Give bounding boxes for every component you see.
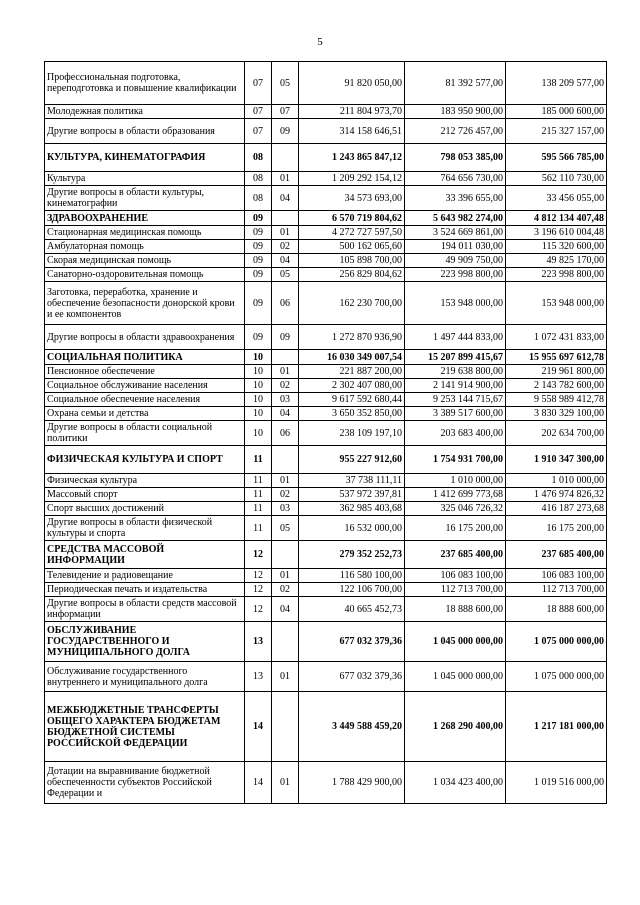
row-name-cell: Другие вопросы в области физической культуры и спорта	[45, 516, 245, 541]
table-row	[45, 144, 607, 172]
row-amount-1-cell: 1 243 865 847,12	[299, 144, 405, 172]
table-row	[45, 62, 607, 105]
row-amount-2-cell: 1 010 000,00	[405, 474, 506, 488]
row-amount-1-cell: 1 209 292 154,12	[299, 172, 405, 186]
row-subsection-code-cell: 04	[272, 407, 299, 421]
row-name-cell: Заготовка, переработка, хранение и обеспечение безопасности донорской крови и ее компонентов	[45, 282, 245, 325]
row-amount-1-cell: 105 898 700,00	[299, 254, 405, 268]
row-amount-2-cell: 203 683 400,00	[405, 421, 506, 446]
row-amount-1-cell: 677 032 379,36	[299, 662, 405, 692]
row-amount-2-cell: 18 888 600,00	[405, 597, 506, 622]
row-subsection-code-cell: 06	[272, 282, 299, 325]
row-amount-3-cell: 49 825 170,00	[506, 254, 607, 268]
table-row	[45, 541, 607, 569]
row-section-code-cell: 11	[245, 474, 272, 488]
row-amount-1-cell: 537 972 397,81	[299, 488, 405, 502]
row-subsection-code-cell: 05	[272, 62, 299, 105]
row-section-code-cell: 11	[245, 446, 272, 474]
row-amount-3-cell: 3 830 329 100,00	[506, 407, 607, 421]
row-amount-2-cell: 1 034 423 400,00	[405, 762, 506, 804]
row-name-cell: Профессиональная подготовка, переподготовка и повышение квалификации	[45, 62, 245, 105]
row-section-code-cell: 11	[245, 502, 272, 516]
row-amount-2-cell: 212 726 457,00	[405, 119, 506, 144]
row-amount-3-cell: 16 175 200,00	[506, 516, 607, 541]
row-name-cell: Другие вопросы в области культуры, кинематографии	[45, 186, 245, 211]
row-amount-3-cell: 106 083 100,00	[506, 569, 607, 583]
table-row	[45, 488, 607, 502]
row-section-code-cell: 10	[245, 393, 272, 407]
row-subsection-code-cell	[272, 692, 299, 762]
row-amount-2-cell: 3 524 669 861,00	[405, 226, 506, 240]
row-amount-1-cell: 955 227 912,60	[299, 446, 405, 474]
table-row	[45, 583, 607, 597]
table-row	[45, 365, 607, 379]
row-name-cell: Культура	[45, 172, 245, 186]
row-amount-2-cell: 1 045 000 000,00	[405, 622, 506, 662]
row-amount-1-cell: 4 272 727 597,50	[299, 226, 405, 240]
row-name-cell: Спорт высших достижений	[45, 502, 245, 516]
row-name-cell: Дотации на выравнивание бюджетной обеспеченности субъектов Российской Федерации и	[45, 762, 245, 804]
table-row	[45, 662, 607, 692]
row-subsection-code-cell: 05	[272, 268, 299, 282]
table-row	[45, 393, 607, 407]
row-name-cell: СОЦИАЛЬНАЯ ПОЛИТИКА	[45, 350, 245, 365]
row-amount-2-cell: 15 207 899 415,67	[405, 350, 506, 365]
row-name-cell: ОБСЛУЖИВАНИЕ ГОСУДАРСТВЕННОГО И МУНИЦИПАЛЬНОГО ДОЛГА	[45, 622, 245, 662]
row-amount-3-cell: 562 110 730,00	[506, 172, 607, 186]
row-name-cell: Другие вопросы в области социальной политики	[45, 421, 245, 446]
row-subsection-code-cell	[272, 144, 299, 172]
table-row	[45, 597, 607, 622]
row-amount-1-cell: 314 158 646,51	[299, 119, 405, 144]
row-amount-1-cell: 211 804 973,70	[299, 105, 405, 119]
row-section-code-cell: 14	[245, 762, 272, 804]
row-amount-3-cell: 185 000 600,00	[506, 105, 607, 119]
row-name-cell: Охрана семьи и детства	[45, 407, 245, 421]
row-amount-2-cell: 49 909 750,00	[405, 254, 506, 268]
row-amount-2-cell: 325 046 726,32	[405, 502, 506, 516]
table-row	[45, 350, 607, 365]
row-section-code-cell: 08	[245, 144, 272, 172]
row-amount-1-cell: 238 109 197,10	[299, 421, 405, 446]
row-amount-3-cell: 2 143 782 600,00	[506, 379, 607, 393]
row-amount-3-cell: 223 998 800,00	[506, 268, 607, 282]
row-section-code-cell: 08	[245, 186, 272, 211]
row-name-cell: Обслуживание государственного внутреннего и муниципального долга	[45, 662, 245, 692]
row-subsection-code-cell	[272, 211, 299, 226]
row-section-code-cell: 09	[245, 226, 272, 240]
table-row	[45, 474, 607, 488]
row-amount-1-cell: 34 573 693,00	[299, 186, 405, 211]
row-subsection-code-cell: 04	[272, 597, 299, 622]
row-amount-3-cell: 1 476 974 826,32	[506, 488, 607, 502]
table-row	[45, 421, 607, 446]
row-amount-2-cell: 237 685 400,00	[405, 541, 506, 569]
table-row	[45, 692, 607, 762]
row-amount-3-cell: 1 010 000,00	[506, 474, 607, 488]
row-amount-3-cell: 1 217 181 000,00	[506, 692, 607, 762]
row-subsection-code-cell: 09	[272, 325, 299, 350]
row-amount-2-cell: 106 083 100,00	[405, 569, 506, 583]
row-amount-3-cell: 1 019 516 000,00	[506, 762, 607, 804]
row-amount-1-cell: 500 162 065,60	[299, 240, 405, 254]
row-subsection-code-cell: 01	[272, 569, 299, 583]
row-section-code-cell: 07	[245, 119, 272, 144]
row-amount-2-cell: 219 638 800,00	[405, 365, 506, 379]
row-section-code-cell: 11	[245, 516, 272, 541]
table-row	[45, 502, 607, 516]
row-name-cell: Другие вопросы в области здравоохранения	[45, 325, 245, 350]
row-amount-2-cell: 1 045 000 000,00	[405, 662, 506, 692]
row-amount-3-cell: 112 713 700,00	[506, 583, 607, 597]
table-row	[45, 240, 607, 254]
row-amount-2-cell: 112 713 700,00	[405, 583, 506, 597]
row-section-code-cell: 13	[245, 622, 272, 662]
row-amount-1-cell: 221 887 200,00	[299, 365, 405, 379]
row-section-code-cell: 10	[245, 350, 272, 365]
row-subsection-code-cell: 01	[272, 365, 299, 379]
row-subsection-code-cell	[272, 541, 299, 569]
row-amount-1-cell: 279 352 252,73	[299, 541, 405, 569]
table-row	[45, 186, 607, 211]
row-amount-3-cell: 9 558 989 412,78	[506, 393, 607, 407]
row-section-code-cell: 09	[245, 254, 272, 268]
row-subsection-code-cell: 09	[272, 119, 299, 144]
row-amount-1-cell: 6 570 719 804,62	[299, 211, 405, 226]
row-subsection-code-cell: 02	[272, 379, 299, 393]
row-amount-1-cell: 2 302 407 080,00	[299, 379, 405, 393]
page-number: 5	[317, 36, 323, 48]
row-amount-2-cell: 1 268 290 400,00	[405, 692, 506, 762]
row-amount-3-cell: 3 196 610 004,48	[506, 226, 607, 240]
row-amount-3-cell: 15 955 697 612,78	[506, 350, 607, 365]
row-subsection-code-cell: 04	[272, 254, 299, 268]
row-section-code-cell: 10	[245, 379, 272, 393]
row-amount-1-cell: 16 030 349 007,54	[299, 350, 405, 365]
row-subsection-code-cell: 07	[272, 105, 299, 119]
row-amount-2-cell: 1 412 699 773,68	[405, 488, 506, 502]
table-row	[45, 282, 607, 325]
row-amount-3-cell: 33 456 055,00	[506, 186, 607, 211]
row-amount-1-cell: 256 829 804,62	[299, 268, 405, 282]
row-subsection-code-cell: 02	[272, 240, 299, 254]
row-subsection-code-cell	[272, 350, 299, 365]
row-name-cell: МЕЖБЮДЖЕТНЫЕ ТРАНСФЕРТЫ ОБЩЕГО ХАРАКТЕРА БЮДЖЕТАМ БЮДЖЕТНОЙ СИСТЕМЫ РОССИЙСКОЙ ФЕДЕРАЦИИ	[45, 692, 245, 762]
row-subsection-code-cell: 04	[272, 186, 299, 211]
row-amount-3-cell: 202 634 700,00	[506, 421, 607, 446]
table-row	[45, 172, 607, 186]
row-amount-1-cell: 91 820 050,00	[299, 62, 405, 105]
row-subsection-code-cell: 06	[272, 421, 299, 446]
row-name-cell: Социальное обеспечение населения	[45, 393, 245, 407]
row-section-code-cell: 09	[245, 211, 272, 226]
row-amount-2-cell: 194 011 030,00	[405, 240, 506, 254]
row-section-code-cell: 09	[245, 240, 272, 254]
row-amount-3-cell: 416 187 273,68	[506, 502, 607, 516]
row-amount-1-cell: 162 230 700,00	[299, 282, 405, 325]
row-section-code-cell: 10	[245, 421, 272, 446]
row-amount-3-cell: 4 812 134 407,48	[506, 211, 607, 226]
row-section-code-cell: 10	[245, 407, 272, 421]
row-amount-1-cell: 3 449 588 459,20	[299, 692, 405, 762]
row-section-code-cell: 07	[245, 62, 272, 105]
row-amount-2-cell: 9 253 144 715,67	[405, 393, 506, 407]
row-amount-2-cell: 2 141 914 900,00	[405, 379, 506, 393]
row-section-code-cell: 12	[245, 583, 272, 597]
table-row	[45, 516, 607, 541]
row-amount-3-cell: 215 327 157,00	[506, 119, 607, 144]
row-section-code-cell: 14	[245, 692, 272, 762]
table-body	[45, 62, 607, 804]
row-amount-2-cell: 1 754 931 700,00	[405, 446, 506, 474]
row-name-cell: Амбулаторная помощь	[45, 240, 245, 254]
row-subsection-code-cell: 01	[272, 662, 299, 692]
row-amount-2-cell: 5 643 982 274,00	[405, 211, 506, 226]
row-amount-1-cell: 37 738 111,11	[299, 474, 405, 488]
table-row	[45, 446, 607, 474]
table-row	[45, 268, 607, 282]
row-name-cell: Другие вопросы в области средств массовой информации	[45, 597, 245, 622]
row-subsection-code-cell	[272, 446, 299, 474]
row-amount-3-cell: 1 910 347 300,00	[506, 446, 607, 474]
row-amount-2-cell: 3 389 517 600,00	[405, 407, 506, 421]
row-name-cell: СРЕДСТВА МАССОВОЙ ИНФОРМАЦИИ	[45, 541, 245, 569]
row-section-code-cell: 09	[245, 268, 272, 282]
row-section-code-cell: 08	[245, 172, 272, 186]
row-amount-1-cell: 677 032 379,36	[299, 622, 405, 662]
row-subsection-code-cell: 02	[272, 488, 299, 502]
row-amount-1-cell: 3 650 352 850,00	[299, 407, 405, 421]
row-amount-2-cell: 16 175 200,00	[405, 516, 506, 541]
row-name-cell: ЗДРАВООХРАНЕНИЕ	[45, 211, 245, 226]
row-amount-2-cell: 33 396 655,00	[405, 186, 506, 211]
row-name-cell: Социальное обслуживание населения	[45, 379, 245, 393]
row-section-code-cell: 12	[245, 569, 272, 583]
row-amount-3-cell: 153 948 000,00	[506, 282, 607, 325]
table-row	[45, 569, 607, 583]
row-subsection-code-cell: 05	[272, 516, 299, 541]
table-row	[45, 254, 607, 268]
row-amount-2-cell: 1 497 444 833,00	[405, 325, 506, 350]
row-section-code-cell: 12	[245, 597, 272, 622]
row-amount-3-cell: 219 961 800,00	[506, 365, 607, 379]
row-section-code-cell: 13	[245, 662, 272, 692]
row-amount-3-cell: 1 075 000 000,00	[506, 622, 607, 662]
row-section-code-cell: 11	[245, 488, 272, 502]
row-subsection-code-cell: 01	[272, 172, 299, 186]
row-amount-1-cell: 40 665 452,73	[299, 597, 405, 622]
row-name-cell: Телевидение и радиовещание	[45, 569, 245, 583]
row-subsection-code-cell: 03	[272, 502, 299, 516]
row-name-cell: Массовый спорт	[45, 488, 245, 502]
row-name-cell: Периодическая печать и издательства	[45, 583, 245, 597]
row-subsection-code-cell: 02	[272, 583, 299, 597]
row-amount-1-cell: 1 788 429 900,00	[299, 762, 405, 804]
row-name-cell: Санаторно-оздоровительная помощь	[45, 268, 245, 282]
table-row	[45, 105, 607, 119]
row-name-cell: Другие вопросы в области образования	[45, 119, 245, 144]
table-row	[45, 325, 607, 350]
row-name-cell: Стационарная медицинская помощь	[45, 226, 245, 240]
row-subsection-code-cell: 01	[272, 474, 299, 488]
table-row	[45, 119, 607, 144]
row-subsection-code-cell: 01	[272, 762, 299, 804]
row-name-cell: Пенсионное обеспечение	[45, 365, 245, 379]
row-amount-1-cell: 362 985 403,68	[299, 502, 405, 516]
row-amount-3-cell: 115 320 600,00	[506, 240, 607, 254]
row-amount-2-cell: 223 998 800,00	[405, 268, 506, 282]
row-amount-1-cell: 9 617 592 680,44	[299, 393, 405, 407]
row-amount-1-cell: 16 532 000,00	[299, 516, 405, 541]
row-name-cell: Молодежная политика	[45, 105, 245, 119]
row-amount-3-cell: 1 075 000 000,00	[506, 662, 607, 692]
row-section-code-cell: 12	[245, 541, 272, 569]
row-name-cell: КУЛЬТУРА, КИНЕМАТОГРАФИЯ	[45, 144, 245, 172]
row-amount-2-cell: 153 948 000,00	[405, 282, 506, 325]
row-amount-3-cell: 237 685 400,00	[506, 541, 607, 569]
row-amount-3-cell: 1 072 431 833,00	[506, 325, 607, 350]
row-amount-2-cell: 81 392 577,00	[405, 62, 506, 105]
table-row	[45, 622, 607, 662]
row-subsection-code-cell: 01	[272, 226, 299, 240]
row-amount-2-cell: 798 053 385,00	[405, 144, 506, 172]
row-section-code-cell: 07	[245, 105, 272, 119]
row-subsection-code-cell: 03	[272, 393, 299, 407]
row-amount-1-cell: 116 580 100,00	[299, 569, 405, 583]
row-amount-1-cell: 1 272 870 936,90	[299, 325, 405, 350]
table-row	[45, 226, 607, 240]
row-amount-2-cell: 764 656 730,00	[405, 172, 506, 186]
table-row	[45, 379, 607, 393]
row-name-cell: Скорая медицинская помощь	[45, 254, 245, 268]
row-section-code-cell: 09	[245, 282, 272, 325]
row-section-code-cell: 09	[245, 325, 272, 350]
row-name-cell: ФИЗИЧЕСКАЯ КУЛЬТУРА И СПОРТ	[45, 446, 245, 474]
row-section-code-cell: 10	[245, 365, 272, 379]
row-amount-2-cell: 183 950 900,00	[405, 105, 506, 119]
row-amount-3-cell: 138 209 577,00	[506, 62, 607, 105]
row-amount-1-cell: 122 106 700,00	[299, 583, 405, 597]
row-amount-3-cell: 18 888 600,00	[506, 597, 607, 622]
table-row	[45, 211, 607, 226]
row-name-cell: Физическая культура	[45, 474, 245, 488]
row-subsection-code-cell	[272, 622, 299, 662]
table-row	[45, 407, 607, 421]
row-amount-3-cell: 595 566 785,00	[506, 144, 607, 172]
table-row	[45, 762, 607, 804]
budget-table	[44, 61, 607, 804]
